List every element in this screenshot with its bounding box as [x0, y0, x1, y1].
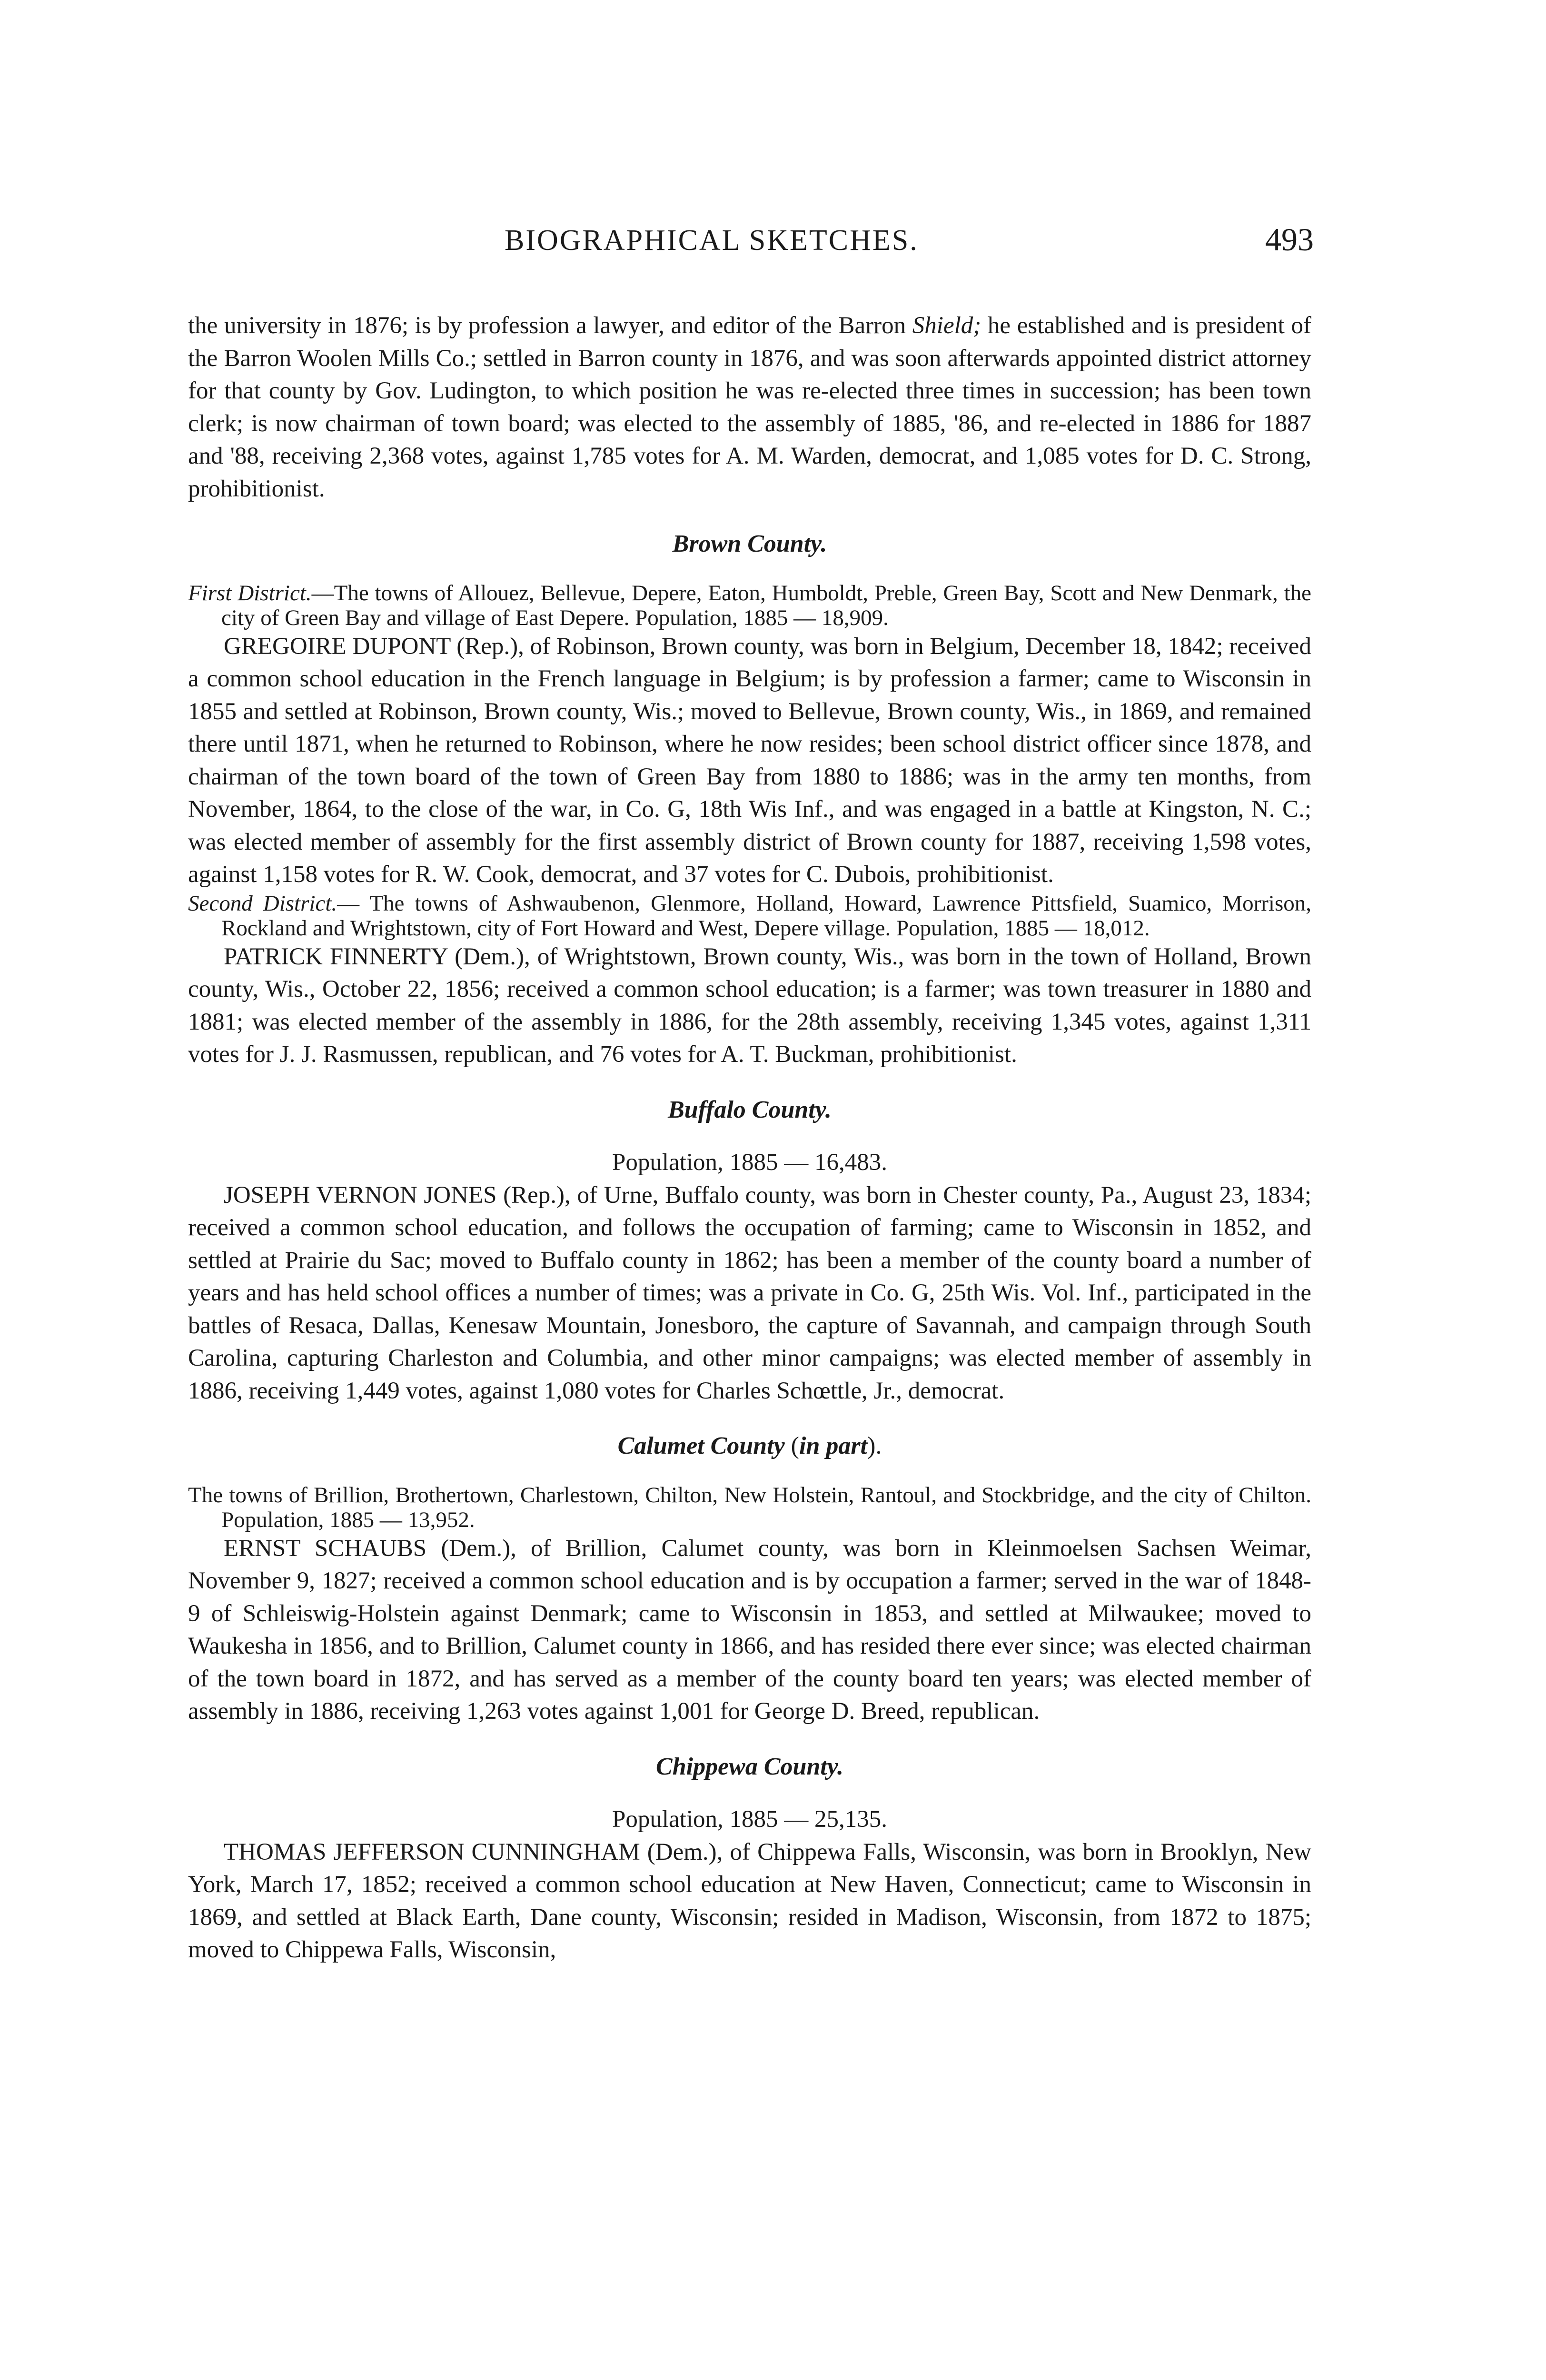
heading-suffix: in part — [799, 1432, 868, 1459]
heading-main: Calumet County — [617, 1432, 785, 1459]
biography-finnerty: PATRICK FINNERTY (Dem.), of Wrightstown, Brown county, Wis., was born in the town of Holland, Brown county, Wis., October 22, 1856; received a common school education; is a farmer; was town treasurer in 1880 and 1881; was elected member of the assembly in 1886, for the 28th assembly, receiving 1,345 votes, against 1,311 votes for J. J. Rasmussen, republican, and 76 votes for A. T. Buckman, prohibitionist. — [188, 943, 1311, 1068]
population-line: Population, 1885 — 16,483. — [612, 1149, 887, 1176]
intro-text-a: the university in 1876; is by profession a lawyer, and editor of the Barron — [188, 312, 912, 339]
towns-description-calumet: The towns of Brillion, Brothertown, Charlestown, Chilton, New Holstein, Rantoul, and Stockbridge, and the city of Chilton. Population, 1885 — 13,952. — [188, 1482, 1311, 1532]
population-line: Population, 1885 — 25,135. — [612, 1806, 887, 1833]
district-label: Second District. — [188, 891, 337, 916]
heading-paren-open: ( — [784, 1432, 799, 1459]
page-header — [190, 221, 1314, 262]
county-heading-buffalo: Buffalo County. — [668, 1096, 832, 1123]
intro-paragraph — [188, 309, 1311, 505]
district-text: — The towns of Ashwaubenon, Glenmore, Holland, Howard, Lawrence Pittsfield, Suamico, Morrison, Rockland and Wrightstown, city of Fort Howard and West, Depere village. Population, 1885 — 18,012. — [221, 891, 1312, 941]
intro-text-b: he established and is president of the Barron Woolen Mills Co.; settled in Barron county in 1876, and was soon afterwards appointed district attorney for that county by Gov. Ludington, to which position he was re-elected three times in succession; has been town clerk; is now chairman of town board; was elected to the assembly of 1885, '86, and re-elected in 1886 for 1887 and '88, receiving 2,368 votes, against 1,785 votes for A. M. Warden, democrat, and 1,085 votes for D. C. Strong, prohibitionist. — [188, 312, 1311, 502]
running-head: BIOGRAPHICAL SKETCHES. — [505, 224, 919, 257]
county-heading-chippewa: Chippewa County. — [656, 1753, 843, 1780]
page-number: 493 — [1265, 221, 1314, 258]
biography-cunningham: THOMAS JEFFERSON CUNNINGHAM (Dem.), of Chippewa Falls, Wisconsin, was born in Brooklyn, New York, March 17, 1852; received a common school education at New Haven, Connecticut; came to Wisconsin in 1869, and settled at Black Earth, Dane county, Wisconsin; resided in Madison, Wisconsin, from 1872 to 1875; moved to Chippewa Falls, Wisconsin, — [188, 1838, 1311, 1963]
biography-jones: JOSEPH VERNON JONES (Rep.), of Urne, Buffalo county, was born in Chester county, Pa., August 23, 1834; received a common school education, and follows the occupation of farming; came to Wisconsin in 1852, and settled at Prairie du Sac; moved to Buffalo county in 1862; has been a member of the county board a number of years and has held school offices a number of times; was a private in Co. G, 25th Wis. Vol. Inf., participated in the battles of Resaca, Dallas, Kenesaw Mountain, Jonesboro, the capture of Savannah, and campaign through South Carolina, capturing Charleston and Columbia, and other minor campaigns; was elected member of assembly in 1886, receiving 1,449 votes, against 1,080 votes for Charles Schœttle, Jr., democrat. — [188, 1181, 1311, 1404]
page-body — [188, 309, 1311, 1966]
county-heading-brown: Brown County. — [672, 530, 827, 557]
biography-dupont: GREGOIRE DUPONT (Rep.), of Robinson, Brown county, was born in Belgium, December 18, 1842; received a common school education in the French language in Belgium; is by profession a farmer; came to Wisconsin in 1855 and settled at Robinson, Brown county, Wis.; moved to Bellevue, Brown county, Wis., in 1869, and remained there until 1871, when he returned to Robinson, where he now resides; been school district officer since 1878, and chairman of the town board of the town of Green Bay from 1880 to 1886; was in the army ten months, from November, 1864, to the close of the war, in Co. G, 18th Wis Inf., and was engaged in a battle at Kingston, N. C.; was elected member of assembly for the first assembly district of Brown county for 1887, receiving 1,598 votes, against 1,158 votes for R. W. Cook, democrat, and 37 votes for C. Dubois, prohibitionist. — [188, 633, 1311, 888]
biography-schaubs: ERNST SCHAUBS (Dem.), of Brillion, Calumet county, was born in Kleinmoelsen Sachsen Weimar, November 9, 1827; received a common school education and is by occupation a farmer; served in the war of 1848-9 of Schleiswig-Holstein against Denmark; came to Wisconsin in 1853, and settled at Milwaukee; moved to Waukesha in 1856, and to Brillion, Calumet county in 1866, and has resided there ever since; was elected chairman of the town board in 1872, and has served as a member of the county board ten years; was elected member of assembly in 1886, receiving 1,263 votes against 1,001 for George D. Breed, republican. — [188, 1535, 1311, 1725]
district-label: First District. — [188, 580, 312, 605]
district-description-second — [188, 891, 1311, 941]
newspaper-name: Shield; — [912, 312, 981, 339]
heading-paren-close: ). — [867, 1432, 882, 1459]
county-heading-calumet — [188, 1430, 1311, 1463]
district-text: —The towns of Allouez, Bellevue, Depere, Eaton, Humboldt, Preble, Green Bay, Scott and New Denmark, the city of Green Bay and village of East Depere. Population, 1885 — 18,909. — [221, 580, 1311, 630]
district-description-first — [188, 581, 1311, 630]
